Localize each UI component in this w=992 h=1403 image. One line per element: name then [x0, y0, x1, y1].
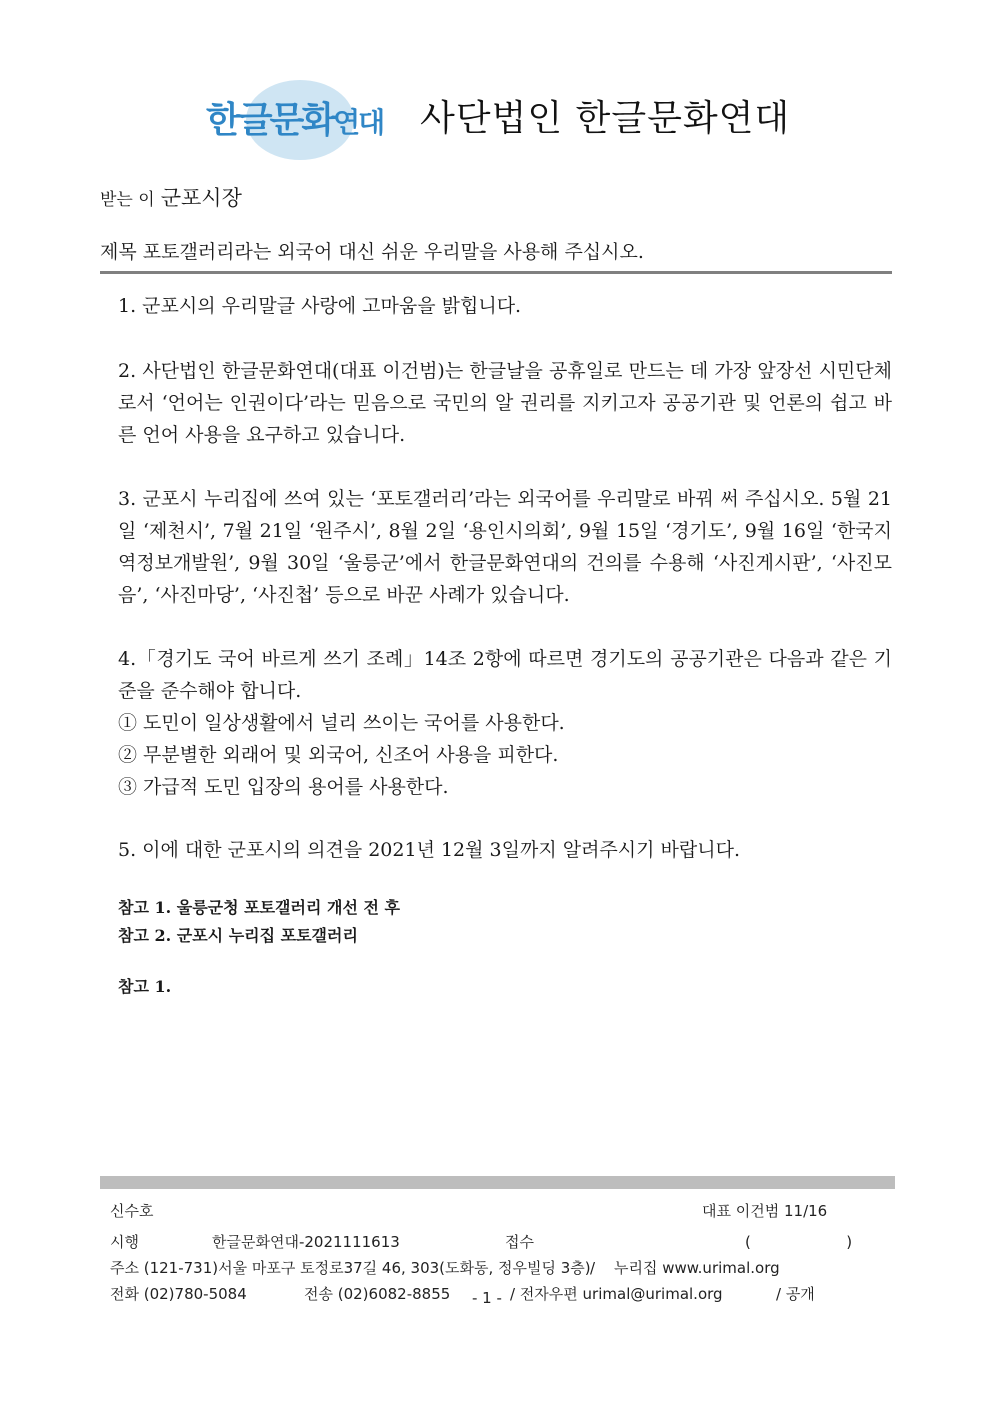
footer-exec-value: 한글문화연대-2021111613 [212, 1233, 400, 1251]
org-logo [206, 96, 383, 148]
footer-recv-paren: ( ) [745, 1233, 853, 1251]
paragraph-1 [100, 290, 892, 322]
subject-label: 제목 [100, 241, 137, 263]
paragraph-4-text: 4.「경기도 국어 바르게 쓰기 조례」14조 2항에 따르면 경기도의 공공기관은 다음과 같은 기준을 준수해야 합니다. [118, 648, 892, 702]
footer-sign: 대표 이건범 11/16 [702, 1202, 828, 1220]
footer-exec-label: 시행 [110, 1233, 139, 1251]
paragraph-3 [100, 483, 892, 611]
list-item: ③ 가급적 도민 입장의 용어를 사용한다. [118, 776, 449, 798]
footer-phone: 전화 (02)780-5084 [110, 1285, 247, 1303]
recipient-label: 받는 이 [100, 190, 155, 210]
footer-recv-label: 접수 [505, 1233, 534, 1251]
recipient-line [100, 184, 242, 214]
reference-2: 참고 2. 군포시 누리집 포토갤러리 [118, 926, 358, 945]
footer-address: 주소 (121-731)서울 마포구 토정로37길 46, 303(도화동, 정우빌딩 3층) [110, 1259, 591, 1277]
footer-public: / 공개 [776, 1285, 815, 1303]
logo-tail-text: 연대 [333, 106, 384, 139]
paragraph-3-text: 3. 군포시 누리집에 쓰여 있는 ‘포토갤러리’라는 외국어를 우리말로 바꿔 써 주십시오. 5월 21일 ‘제천시’, 7월 21일 ‘원주시’, 8월 2일 ‘용인시의회’, 9월 15일 ‘경기도’, 9월 16일 ‘한국지역정보개발원’, 9월 30일 ‘울릉군’에서 한글문화연대의 건의를 수용해 ‘사진게시판’, ‘사진모음’, ‘사진마당’, ‘사진첩’ 등으로 바꾼 사례가 있습니다. [118, 488, 892, 606]
org-title: 사단법인 한글문화연대 [420, 98, 791, 139]
paragraph-5 [100, 834, 892, 866]
subject-value: 포토갤러리라는 외국어 대신 쉬운 우리말을 사용해 주십시오. [142, 241, 644, 263]
footer-divider [100, 1176, 895, 1189]
recipient-value: 군포시장 [160, 186, 242, 210]
paragraph-2 [100, 355, 892, 451]
subject-line [100, 238, 644, 266]
paragraph-2-text: 2. 사단법인 한글문화연대(대표 이건범)는 한글날을 공휴일로 만드는 데 가장 앞장선 시민단체로서 ‘언어는 인권이다’라는 믿음으로 국민의 알 권리를 지키고자 공공기관 및 언론의 쉽고 바른 언어 사용을 요구하고 있습니다. [118, 360, 892, 446]
list-item: ① 도민이 일상생활에서 널리 쓰이는 국어를 사용한다. [118, 712, 565, 734]
paragraph-4 [100, 643, 892, 803]
footer-email: / 전자우편 urimal@urimal.org [510, 1285, 723, 1303]
page-number: - 1 - [472, 1289, 502, 1307]
list-item: ② 무분별한 외래어 및 외국어, 신조어 사용을 피한다. [118, 744, 559, 766]
footer-web: 누리집 www.urimal.org [614, 1259, 780, 1277]
paragraph-1-text: 1. 군포시의 우리말글 사랑에 고마움을 밝힙니다. [118, 295, 522, 317]
reference-heading: 참고 1. [118, 977, 172, 996]
footer-web-sep: / [590, 1259, 596, 1277]
header-divider [100, 271, 892, 274]
footer-receiver: 신수호 [110, 1202, 154, 1220]
reference-1: 참고 1. 울릉군청 포토갤러리 개선 전 후 [118, 898, 400, 917]
footer-fax: 전송 (02)6082-8855 [304, 1285, 451, 1303]
logo-main-text: 한글문화 [206, 100, 334, 141]
paragraph-5-text: 5. 이에 대한 군포시의 의견을 2021년 12월 3일까지 알려주시기 바랍니다. [118, 839, 740, 861]
